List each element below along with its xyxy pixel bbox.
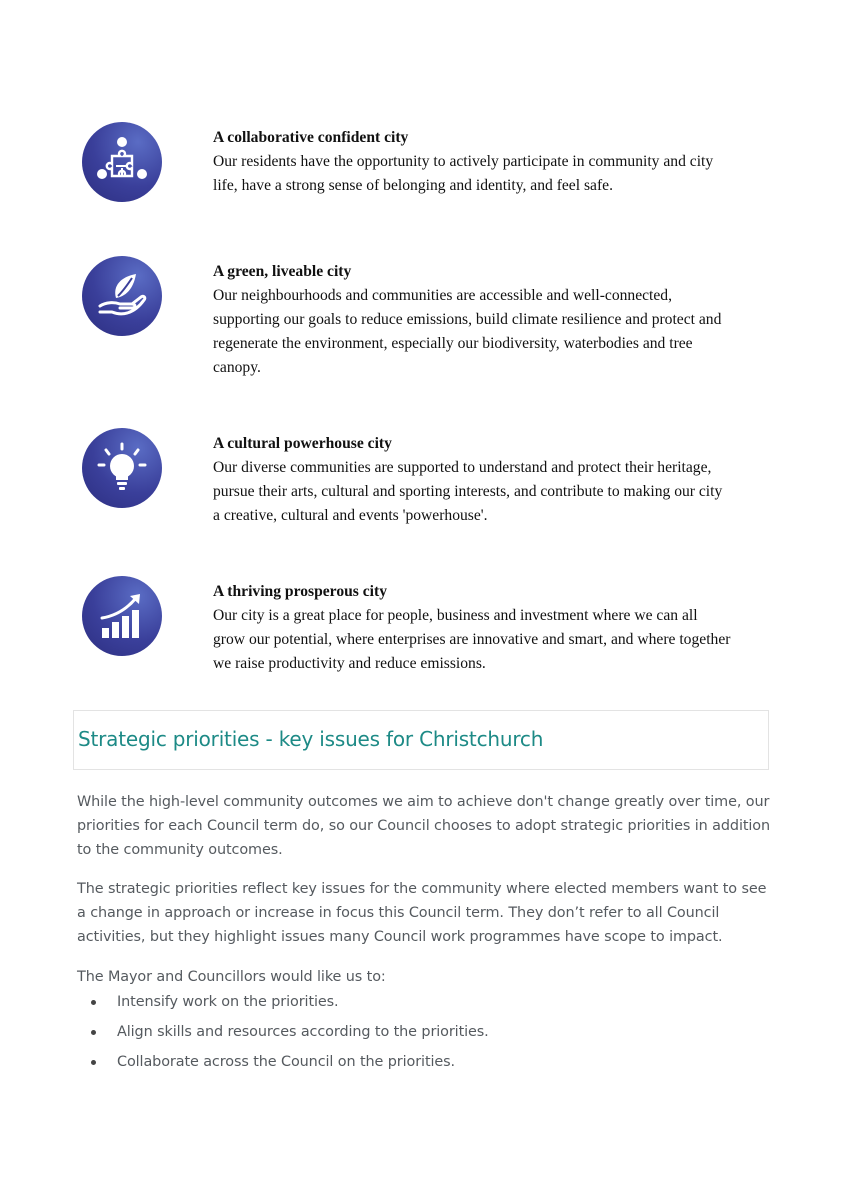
list-item-text: Collaborate across the Council on the priorities.: [117, 1054, 456, 1070]
priorities-list: [77, 990, 489, 1080]
puzzle-people-icon: [82, 122, 162, 202]
outcome-body: Our residents have the opportunity to actively participate in community and city life, have a strong sense of belonging and identity, and feel safe.: [213, 153, 714, 194]
list-item: [77, 1020, 489, 1050]
outcome-body: Our city is a great place for people, business and investment where we can all grow our potential, where enterprises are innovative and smart, and where together we raise productivity and reduce emissions.: [213, 607, 731, 672]
bullet-icon: [91, 1030, 96, 1035]
outcome-title: A green, liveable city: [213, 263, 352, 280]
section-header: [73, 710, 769, 770]
list-item-text: Align skills and resources according to the priorities.: [117, 1024, 489, 1040]
outcome-text: [213, 432, 733, 528]
paragraph: The strategic priorities reflect key issues for the community where elected members want to see a change in approach or increase in focus this Council term. They don’t refer to all Council activities, but they highlight issues many Council work programmes have scope to impact.: [77, 881, 767, 945]
growth-chart-icon: [82, 576, 162, 656]
outcome-title: A collaborative confident city: [213, 129, 409, 146]
lightbulb-icon: [82, 428, 162, 508]
outcome-body: Our neighbourhoods and communities are accessible and well-connected, supporting our goals to reduce emissions, build climate resilience and protect and regenerate the environment, especially our biodiversity, waterbodies and tree canopy.: [213, 287, 722, 376]
outcome-body: Our diverse communities are supported to understand and protect their heritage, pursue their arts, cultural and sporting interests, and contribute to making our city a creative, cultural and events 'powerhouse'.: [213, 459, 723, 524]
section-title: Strategic priorities - key issues for Christchurch: [78, 727, 544, 751]
outcome-text: [213, 126, 733, 198]
hand-leaf-icon: [82, 256, 162, 336]
outcome-text: [213, 580, 733, 676]
paragraph: While the high-level community outcomes we aim to achieve don't change greatly over time, our priorities for each Council term do, so our Council chooses to adopt strategic priorities in addition to the community outcomes.: [77, 794, 771, 858]
outcome-title: A cultural powerhouse city: [213, 435, 392, 452]
outcome-title: A thriving prosperous city: [213, 583, 388, 600]
paragraph: The Mayor and Councillors would like us to:: [77, 969, 386, 985]
outcome-text: [213, 260, 733, 380]
list-item: [77, 1050, 489, 1080]
bullet-icon: [91, 1000, 96, 1005]
bullet-icon: [91, 1060, 96, 1065]
list-item-text: Intensify work on the priorities.: [117, 994, 339, 1010]
list-item: [77, 990, 489, 1020]
